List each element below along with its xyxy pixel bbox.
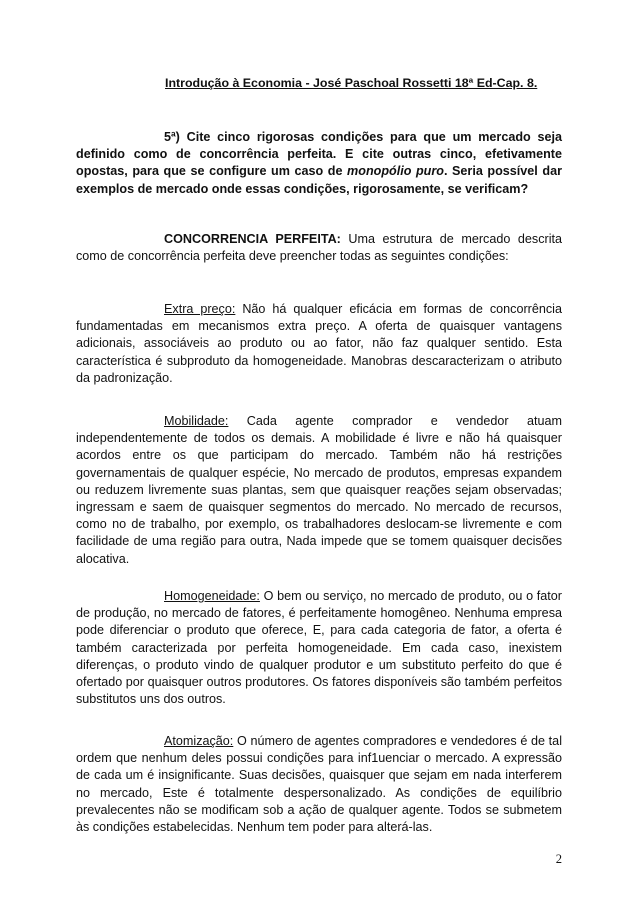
question-paragraph [76,129,562,198]
concorrencia-term: CONCORRENCIA PERFEITA: [164,232,341,246]
extra-preco-text: Não há qualquer eficácia em formas de concorrência fundamentadas em mecanismos extra preço. A oferta de quaisquer vantagens adicionais, associáveis ao produto ou ao fator, não faz qualquer sentido. Esta característica é subproduto da homogeneidade. Manobras descaracterizam o atributo da padronização. [76,302,562,385]
atomizacao-term: Atomização: [164,734,234,748]
mobilidade-paragraph [76,413,562,568]
extra-preco-paragraph [76,301,562,387]
concorrencia-paragraph [76,231,562,265]
document-header: Introdução à Economia - José Paschoal Rossetti 18ª Ed-Cap. 8. [165,76,538,90]
extra-preco-term: Extra preço: [164,302,236,316]
atomizacao-text: O número de agentes compradores e vendedores é de tal ordem que nenhum deles possui condições para inf1uenciar o mercado. A expressão de cada um é insignificante. Suas decisões, quaisquer que sejam em nada interferem no mercado, Este é totalmente despersonalizado. As condições de equilíbrio prevalecentes não se modificam sob a ação de qualquer agente. Todos se submetem às condições estabelecidas. Nenhum tem poder para alterá-las. [76,734,562,835]
concorrencia-text: Uma estrutura de mercado descrita como de concorrência perfeita deve preencher todas as seguintes condições: [76,232,562,264]
question-emphasis: monopólio puro [347,164,444,179]
homogeneidade-paragraph [76,588,562,708]
homogeneidade-term: Homogeneidade: [164,589,260,603]
mobilidade-term: Mobilidade: [164,414,229,428]
atomizacao-paragraph [76,733,562,836]
page-number: 2 [555,852,562,866]
question-text-end: . Seria possível dar exemplos de mercado onde essas condições, rigorosamente, se verificam? [76,164,562,196]
homogeneidade-text: O bem ou serviço, no mercado de produto, ou o fator de produção, no mercado de fatores, é perfeitamente homogêneo. Nenhuma empresa pode diferenciar o produto que oferece, E, para cada categoria de fator, a oferta é também caracterizada por perfeita homogeneidade. Em cada caso, inexistem diferenças, o produto vindo de qualquer produtor e um substituto perfeito do que é ofertado por quaisquer outros produtores. Os fatores disponíveis são também perfeitos substitutos uns dos outros. [76,589,562,707]
question-text-start: 5ª) Cite cinco rigorosas condições para que um mercado seja definido como de concorrência perfeita. E cite outras cinco, efetivamente opostas, para que se configure um caso de [76,130,562,179]
mobilidade-text: Cada agente comprador e vendedor atuam independentemente de todos os demais. A mobilidade é livre e não há quaisquer acordos entre os que participam do mercado. Também não há restrições governamentais de qualquer espécie, No mercado de produtos, empresas expandem ou reduzem livremente suas plantas, sem que quaisquer reações sejam observadas; ingressam e saem de quaisquer segmentos do mercado. No mercado de recursos, como no de trabalho, por exemplo, os trabalhadores deslocam-se livremente e com facilidade de uma região para outra, Nada impede que se tomem quaisquer decisões alocativa. [76,414,562,566]
